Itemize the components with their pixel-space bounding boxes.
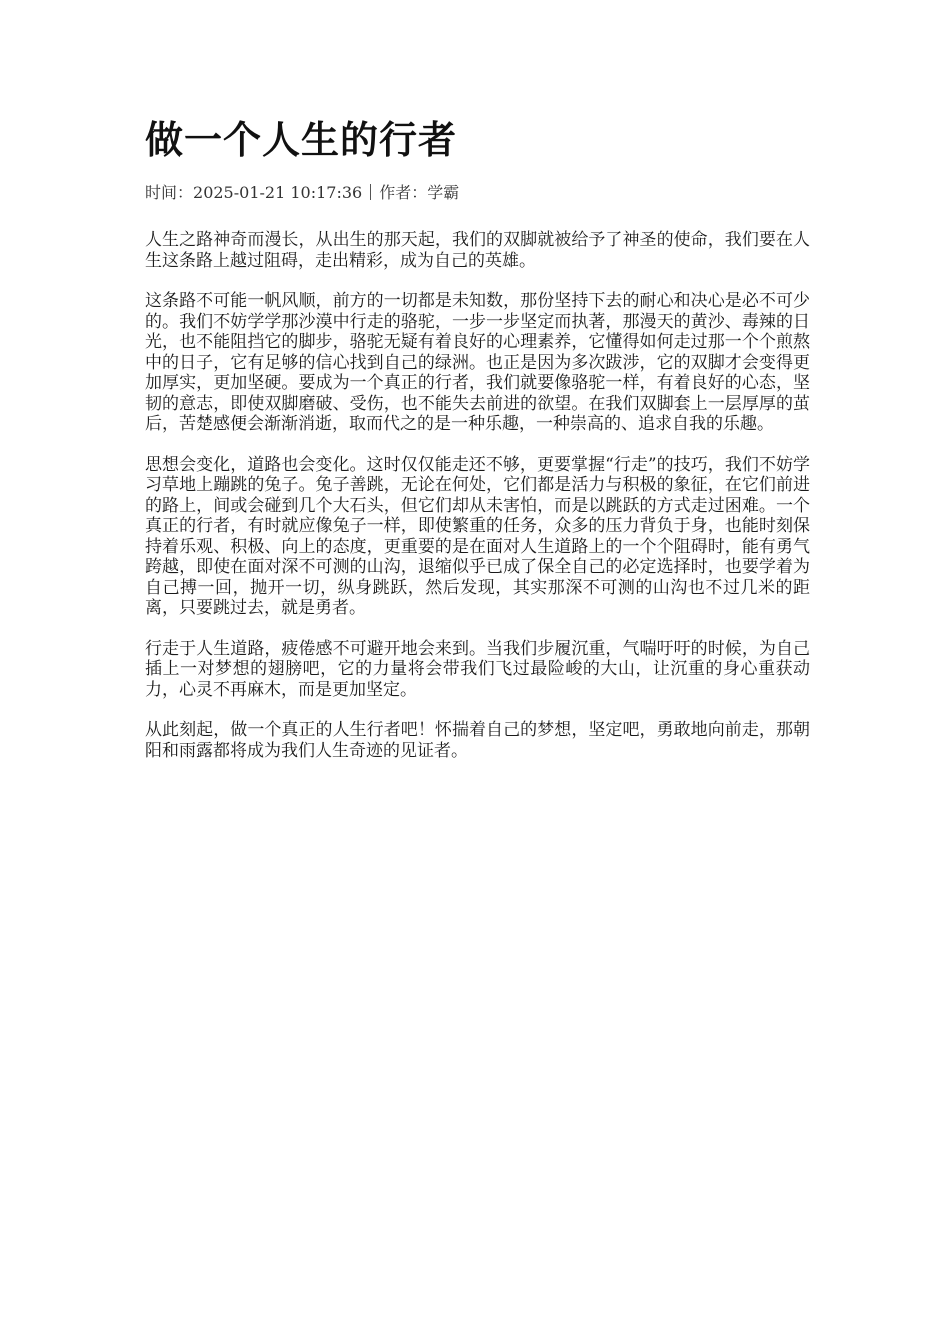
time-value: 2025-01-21 10:17:36	[193, 183, 363, 202]
meta-divider	[370, 184, 371, 200]
paragraph-3: 思想会变化，道路也会变化。这时仅仅能走还不够，更要掌握“行走”的技巧，我们不妨学习草地上蹦跳的兔子。兔子善跳，无论在何处，它们都是活力与积极的象征，在它们前进的路上，间或会碰到几个大石头，但它们却从未害怕，而是以跳跃的方式走过困难。一个真正的行者，有时就应像兔子一样，即使繁重的任务，众多的压力背负于身，也能时刻保持着乐观、积极、向上的态度，更重要的是在面对人生道路上的一个个阻碍时，能有勇气跨越，即使在面对深不可测的山沟，退缩似乎已成了保全自己的必定选择时，也要学着为自己搏一回，抛开一切，纵身跳跃，然后发现，其实那深不可测的山沟也不过几米的距离，只要跳过去，就是勇者。	[145, 454, 810, 618]
article-meta	[145, 182, 810, 204]
article-body	[145, 230, 810, 761]
paragraph-2: 这条路不可能一帆风顺，前方的一切都是未知数，那份坚持下去的耐心和决心是必不可少的。我们不妨学学那沙漠中行走的骆驼，一步一步坚定而执著，那漫天的黄沙、毒辣的日光，也不能阻挡它的脚步，骆驼无疑有着良好的心理素养，它懂得如何走过那一个个煎熬中的日子，它有足够的信心找到自己的绿洲。也正是因为多次跋涉，它的双脚才会变得更加厚实，更加坚硬。要成为一个真正的行者，我们就要像骆驼一样，有着良好的心态，坚韧的意志，即使双脚磨破、受伤，也不能失去前进的欲望。在我们双脚套上一层厚厚的茧后，苦楚感便会渐渐消逝，取而代之的是一种乐趣，一种崇高的、追求自我的乐趣。	[145, 291, 810, 434]
time-label: 时间：	[145, 183, 194, 202]
author-value: 学霸	[427, 183, 460, 202]
paragraph-5: 从此刻起，做一个真正的人生行者吧！怀揣着自己的梦想，坚定吧，勇敢地向前走，那朝阳和雨露都将成为我们人生奇迹的见证者。	[145, 720, 810, 761]
article	[145, 110, 810, 781]
paragraph-1: 人生之路神奇而漫长，从出生的那天起，我们的双脚就被给予了神圣的使命，我们要在人生这条路上越过阻碍，走出精彩，成为自己的英雄。	[145, 230, 810, 271]
article-title: 做一个人生的行者	[145, 118, 458, 162]
author-label: 作者：	[379, 183, 428, 202]
paragraph-4: 行走于人生道路，疲倦感不可避开地会来到。当我们步履沉重，气喘吁吁的时候，为自己插上一对梦想的翅膀吧，它的力量将会带我们飞过最险峻的大山，让沉重的身心重获动力，心灵不再麻木，而是更加坚定。	[145, 638, 810, 700]
